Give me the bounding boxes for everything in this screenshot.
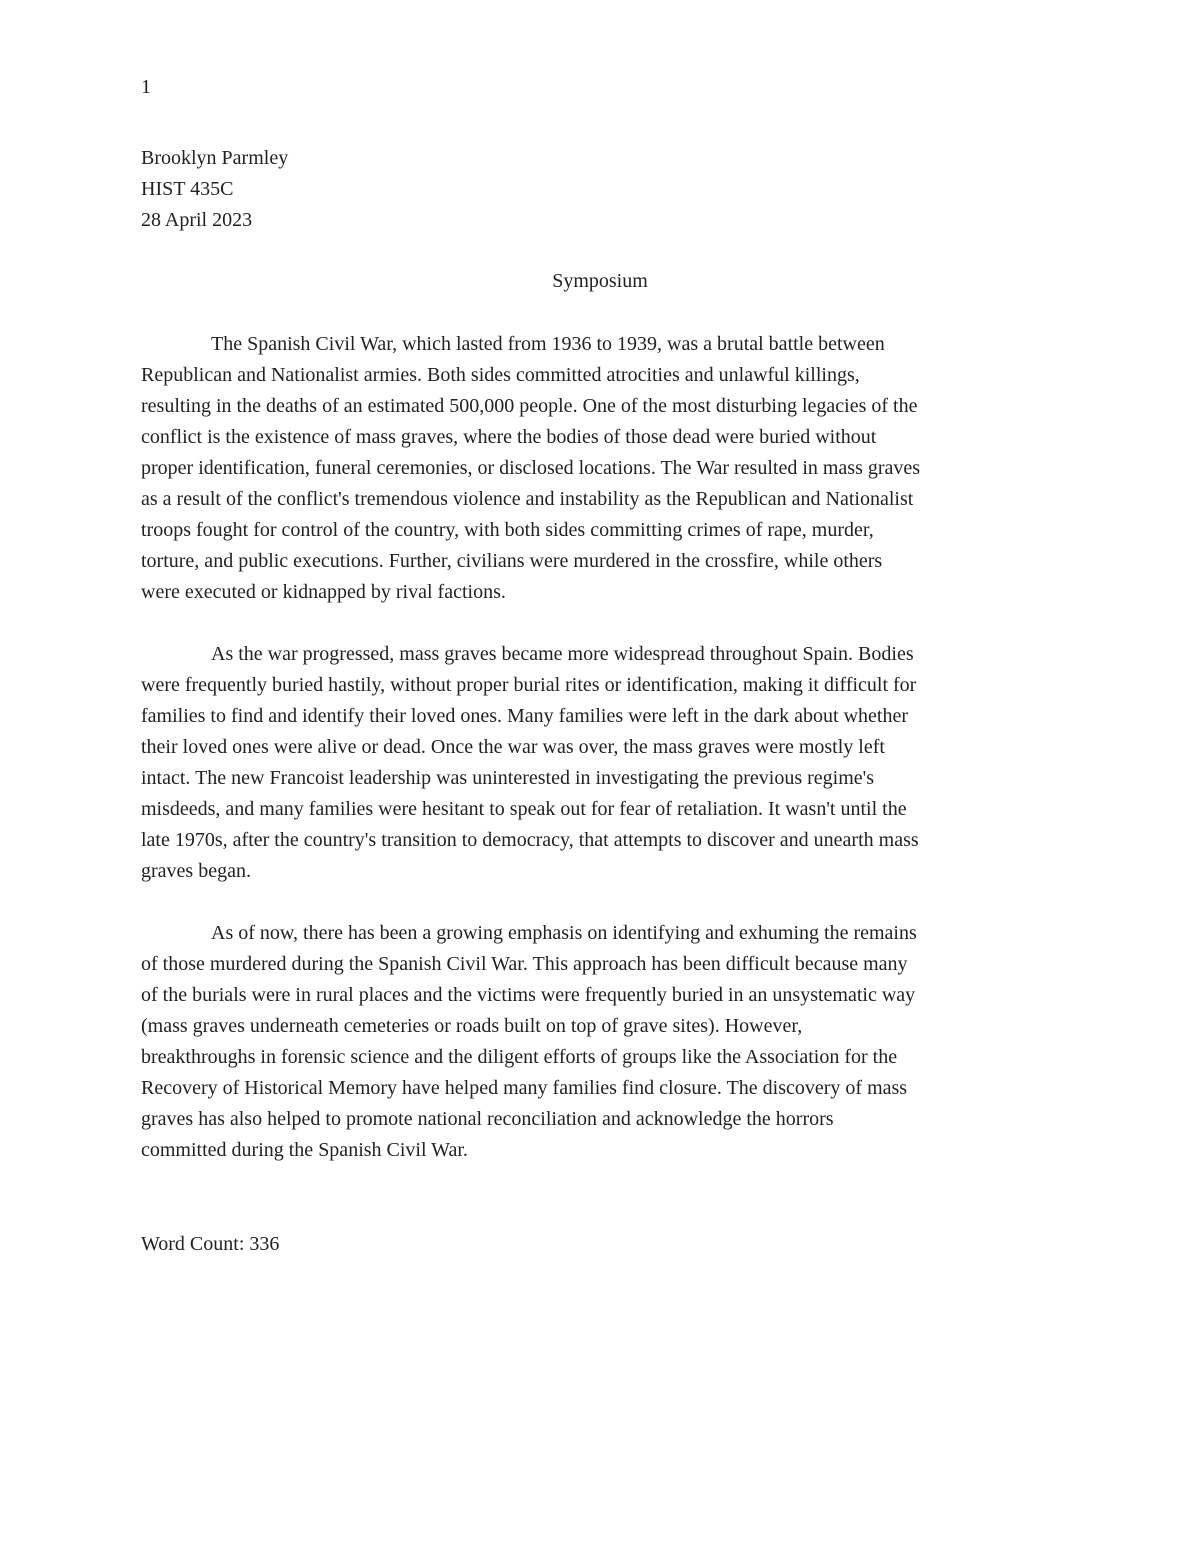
- paragraph-line: intact. The new Francoist leadership was uninterested in investigating the previous regime's: [141, 767, 875, 789]
- paragraph-line: as a result of the conflict's tremendous violence and instability as the Republican and Nationalist: [141, 488, 914, 510]
- paragraph-line: were frequently buried hastily, without proper burial rites or identification, making it difficult for: [141, 674, 917, 696]
- paragraph-line: of those murdered during the Spanish Civil War. This approach has been difficult because many: [141, 953, 908, 975]
- paragraph-line: conflict is the existence of mass graves, where the bodies of those dead were buried without: [141, 426, 877, 448]
- paragraph-line: proper identification, funeral ceremonies, or disclosed locations. The War resulted in mass graves: [141, 457, 921, 479]
- page-number: 1: [141, 76, 151, 98]
- paragraph-line: families to find and identify their loved ones. Many families were left in the dark about whether: [141, 705, 908, 727]
- paragraph-line: late 1970s, after the country's transition to democracy, that attempts to discover and unearth mass: [141, 829, 919, 851]
- paragraph-line: As the war progressed, mass graves became more widespread throughout Spain. Bodies: [211, 643, 914, 665]
- paragraph-line: (mass graves underneath cemeteries or roads built on top of grave sites). However,: [141, 1015, 803, 1037]
- document-date: 28 April 2023: [141, 209, 253, 231]
- paragraph-line: of the burials were in rural places and the victims were frequently buried in an unsystematic way: [141, 984, 916, 1006]
- paragraph-line: breakthroughs in forensic science and the diligent efforts of groups like the Association for the: [141, 1046, 898, 1068]
- paragraph-line: As of now, there has been a growing emphasis on identifying and exhuming the remains: [211, 922, 917, 944]
- mla-heading: [141, 143, 288, 236]
- paragraph-line: graves began.: [141, 860, 251, 882]
- word-count: Word Count: 336: [141, 1233, 280, 1255]
- paragraph-2: [141, 639, 1059, 887]
- author-name: Brooklyn Parmley: [141, 147, 289, 169]
- paragraph-3: [141, 918, 1059, 1166]
- document-title: Symposium: [552, 270, 648, 292]
- paragraph-line: were executed or kidnapped by rival factions.: [141, 581, 506, 603]
- paragraph-line: resulting in the deaths of an estimated 500,000 people. One of the most disturbing legacies of the: [141, 395, 918, 417]
- paragraph-line: The Spanish Civil War, which lasted from 1936 to 1939, was a brutal battle between: [211, 333, 885, 355]
- paragraph-line: Recovery of Historical Memory have helped many families find closure. The discovery of mass: [141, 1077, 908, 1099]
- paragraph-line: Republican and Nationalist armies. Both sides committed atrocities and unlawful killings,: [141, 364, 860, 386]
- paragraph-line: misdeeds, and many families were hesitant to speak out for fear of retaliation. It wasn't until the: [141, 798, 907, 820]
- paragraph-line: their loved ones were alive or dead. Once the war was over, the mass graves were mostly left: [141, 736, 885, 758]
- paragraph-1: [141, 329, 1059, 608]
- paragraph-line: committed during the Spanish Civil War.: [141, 1139, 468, 1161]
- paragraph-line: torture, and public executions. Further, civilians were murdered in the crossfire, while others: [141, 550, 883, 572]
- paragraph-line: troops fought for control of the country, with both sides committing crimes of rape, murder,: [141, 519, 874, 541]
- course-name: HIST 435C: [141, 178, 234, 200]
- paragraph-line: graves has also helped to promote national reconciliation and acknowledge the horrors: [141, 1108, 834, 1130]
